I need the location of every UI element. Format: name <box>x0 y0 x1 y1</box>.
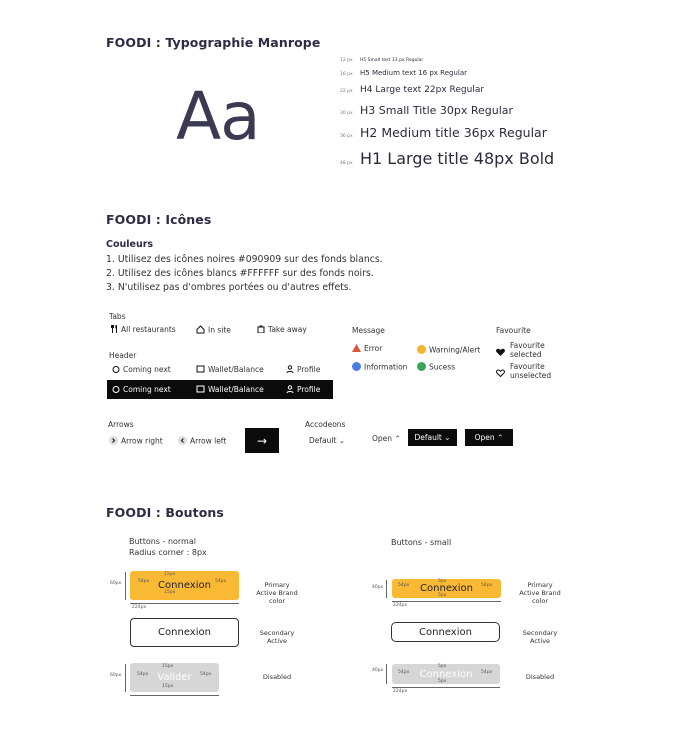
tab-all-restaurants[interactable] <box>110 325 176 335</box>
fork-knife-icon <box>110 325 118 335</box>
header-wallet[interactable] <box>196 365 264 375</box>
vpad-label: 15px <box>164 572 176 577</box>
measure-line <box>130 603 239 604</box>
header-dark-coming-next[interactable] <box>112 385 171 395</box>
rules-list <box>106 253 383 295</box>
tab-label: All restaurants <box>121 325 176 334</box>
header-label: Header <box>109 351 137 360</box>
chevron-up-icon: ⌃ <box>394 434 401 443</box>
arrow-text: Arrow right <box>121 436 163 446</box>
width-label: 224px <box>393 603 408 608</box>
typo-text: H2 Medium title 36px Regular <box>360 125 547 140</box>
typo-text: H5 Medium text 16 px Regular <box>360 69 467 77</box>
primary-caption: Primary Active Brand color <box>519 581 561 605</box>
accordeon-text: Default <box>309 436 337 445</box>
header-profile[interactable] <box>286 365 320 375</box>
measure-line <box>386 580 387 598</box>
arrow-button[interactable] <box>245 428 279 453</box>
arrow-text: Arrow left <box>190 436 227 446</box>
wallet-icon <box>196 365 205 375</box>
button-label: Connexion <box>419 668 473 680</box>
chevron-right-icon <box>109 436 118 447</box>
header-item-label: Coming next <box>123 385 171 394</box>
favourite-text: Favourite unselected <box>510 362 552 380</box>
accordeon-default[interactable] <box>309 436 345 445</box>
header-dark-bar <box>107 380 333 399</box>
message-information <box>352 362 407 373</box>
typo-line <box>340 85 554 104</box>
bag-icon <box>257 325 265 335</box>
typo-sample: Aa <box>176 78 260 155</box>
favourite-unselected[interactable] <box>496 362 556 380</box>
message-error <box>352 344 382 354</box>
message-text: Error <box>364 344 383 353</box>
vpad-label: 5px <box>438 679 447 684</box>
icons-title: FOODI : Icônes <box>106 212 212 227</box>
typo-line <box>340 58 554 69</box>
secondary-caption: Secondary Active <box>259 629 295 645</box>
tab-take-away[interactable] <box>257 325 307 335</box>
button-label: Connexion <box>419 626 472 638</box>
accordeon-open-dark[interactable] <box>465 429 513 446</box>
tab-label: In site <box>208 325 231 335</box>
side-label: 54px <box>137 672 149 677</box>
button-label: Valider <box>157 672 192 683</box>
wallet-icon <box>196 385 205 395</box>
alarm-icon <box>112 365 120 375</box>
chevron-down-icon: ⌄ <box>444 433 451 442</box>
measure-line <box>125 664 126 692</box>
side-label: 54px <box>138 579 150 584</box>
user-icon <box>286 365 294 375</box>
secondary-button-small[interactable] <box>391 622 500 642</box>
info-icon <box>352 362 361 373</box>
message-text: Sucess <box>429 362 456 372</box>
disabled-caption: Disabled <box>525 673 555 681</box>
normal-heading-1: Buttons - normal <box>129 537 196 546</box>
primary-caption: Primary Active Brand color <box>256 581 298 605</box>
accordeon-text: Open <box>372 434 393 443</box>
px-label: 36 px <box>340 134 353 139</box>
measure-line <box>386 664 387 684</box>
check-circle-icon <box>417 362 426 373</box>
measure-line <box>125 572 126 600</box>
favourites-label: Favourite <box>496 326 531 335</box>
side-label: 54px <box>398 670 410 675</box>
secondary-button-normal[interactable] <box>130 618 239 647</box>
accordeon-default-dark[interactable] <box>408 429 457 446</box>
typo-text: H1 Large title 48px Bold <box>360 149 555 168</box>
typo-line <box>340 104 554 125</box>
height-label: 60px <box>110 673 122 678</box>
typo-text: H4 Large text 22px Regular <box>360 85 485 95</box>
button-label: Connexion <box>158 580 211 591</box>
header-item-label: Profile <box>297 385 321 394</box>
accordeons-label: Accodeons <box>305 420 346 429</box>
primary-button-small[interactable] <box>392 579 501 598</box>
colors-heading: Couleurs <box>106 239 154 250</box>
vpad-label: 15px <box>162 664 174 669</box>
px-label: 30 px <box>340 111 353 116</box>
header-item-label: Coming next <box>123 365 171 374</box>
tabs-label: Tabs <box>109 312 126 321</box>
house-icon <box>196 325 205 336</box>
normal-heading <box>129 536 207 558</box>
favourite-text: Favourite selected <box>510 341 545 359</box>
arrows-label: Arrows <box>108 420 134 429</box>
message-success <box>417 362 455 373</box>
side-label: 54px <box>215 579 227 584</box>
measure-line <box>392 601 501 602</box>
width-label: 224px <box>393 689 408 694</box>
tab-label: Take away <box>268 325 307 334</box>
typo-text: H5 Small text 13 px Regular <box>360 58 424 63</box>
warning-triangle-icon <box>352 344 361 354</box>
favourite-selected[interactable] <box>496 341 556 359</box>
heart-filled-icon <box>496 341 505 360</box>
tab-in-site[interactable] <box>196 325 231 336</box>
alert-circle-icon <box>417 345 426 356</box>
height-label: 40px <box>372 668 384 673</box>
height-label: 60px <box>110 581 122 586</box>
header-item-label: Wallet/Balance <box>208 385 264 394</box>
typo-line <box>340 125 554 149</box>
header-dark-profile[interactable] <box>286 385 320 395</box>
typo-scale <box>340 58 554 177</box>
vpad-label: 15px <box>164 590 176 595</box>
rule-item: 3. N'utilisez pas d'ombres portées ou d'autres effets. <box>106 282 352 293</box>
arrow-left[interactable] <box>178 436 226 447</box>
px-label: 22 px <box>340 89 353 94</box>
chevron-up-icon: ⌃ <box>497 433 504 442</box>
px-label: 16 px <box>340 72 353 77</box>
normal-heading-2: Radius corner : 8px <box>129 548 207 557</box>
button-label: Connexion <box>158 627 211 638</box>
header-item-label: Profile <box>297 365 321 374</box>
button-label: Connexion <box>420 583 473 594</box>
width-label: 224px <box>132 605 147 610</box>
message-text: Warning/Alert <box>429 345 481 355</box>
chevron-down-icon: ⌄ <box>338 436 346 445</box>
accordeon-text: Open <box>474 433 495 442</box>
side-label: 54px <box>481 670 493 675</box>
accordeon-open[interactable] <box>372 434 401 443</box>
header-coming-next[interactable] <box>112 365 171 375</box>
primary-button-normal[interactable] <box>130 571 239 600</box>
typo-line <box>340 149 554 177</box>
header-item-label: Wallet/Balance <box>208 365 264 374</box>
height-label: 40px <box>372 585 384 590</box>
arrow-right[interactable] <box>109 436 163 447</box>
chevron-left-icon <box>178 436 187 447</box>
rule-item: 1. Utilisez des icônes noires #090909 sur des fonds blancs. <box>106 254 383 265</box>
side-label: 54px <box>200 672 212 677</box>
buttons-title: FOODI : Boutons <box>106 505 224 520</box>
vpad-label: 5px <box>438 593 447 598</box>
accordeon-text: Default <box>414 433 442 442</box>
message-label: Message <box>352 326 385 335</box>
measure-line <box>392 687 500 688</box>
vpad-label: 15px <box>162 684 174 689</box>
vpad-label: 5px <box>438 664 447 669</box>
secondary-caption: Secondary Active <box>522 629 558 645</box>
heart-outline-icon <box>496 362 505 381</box>
disabled-button-normal <box>130 663 219 692</box>
alarm-icon <box>112 385 120 395</box>
side-label: 54px <box>481 583 493 588</box>
message-text: Information <box>364 362 408 372</box>
disabled-caption: Disabled <box>262 673 292 681</box>
typo-text: H3 Small Title 30px Regular <box>360 104 514 117</box>
px-label: 12 px <box>340 58 353 63</box>
typo-line <box>340 69 554 85</box>
arrow-right-icon: → <box>256 433 268 448</box>
small-heading: Buttons - small <box>391 538 452 547</box>
user-icon <box>286 385 294 395</box>
vpad-label: 5px <box>438 579 447 584</box>
header-dark-wallet[interactable] <box>196 385 264 395</box>
message-warning <box>417 345 480 356</box>
typo-title: FOODI : Typographie Manrope <box>106 35 321 50</box>
px-label: 48 px <box>340 161 353 166</box>
side-label: 54px <box>398 583 410 588</box>
measure-line <box>130 695 219 696</box>
rule-item: 2. Utilisez des icônes blancs #FFFFFF sur des fonds noirs. <box>106 268 374 279</box>
